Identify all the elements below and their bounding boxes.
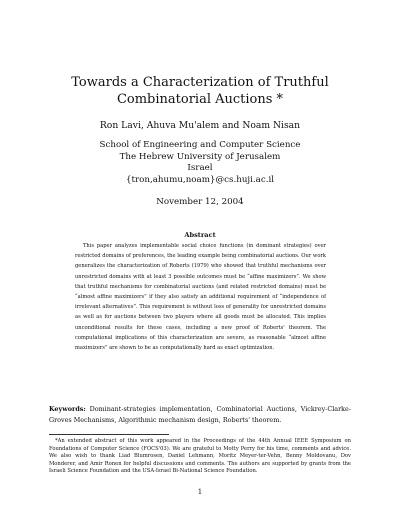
author-list: Ron Lavi, Ahuva Mu'alem and Noam Nisan <box>99 120 301 131</box>
abstract-body: This paper analyzes implementable social choice functions (in dominant strategies) over restricted domains of preferences, the leading example being combinatorial auctions. Our work generalizes the characterization of Roberts (1979) who showed that truthful mechanisms over unrestricted domains with at least 3 possible outcomes must be “affine maximizers”. We show that truthful mechanisms for combinatorial auctions (and related restricted domains) must be “almost affine maximizers” if they also satisfy an additional requirement of “independence of irrelevant alternatives”. This requirement is without loss of generality for unrestricted domains as well as for auctions between two players where all goods must be allocated. This implies unconditional results for these cases, including a new proof of Roberts' theorem. The computational implications of this characterization are severe, as reasonable “almost affine maximizers” are shown to be as computationally hard as exact optimization. <box>75 243 326 352</box>
title-footnote: *An extended abstract of this work appeared in the Proceedings of the 44th Annual IEEE Symposium on Foundations of Computer Science (FOCS'03). We are grateful to Motty Perry for his time, comments and advice. We also wish to thank Liad Blumrosen, Daniel Lehmann, Moritz Meyer-ter-Vehn, Benny Moldovanu, Dov Monderer, and Amir Ronen for helpful discussions and comments. The authors are supported by grants from the Israeli Science Foundation and the USA-Israel Bi-National Science Foundation. <box>49 438 351 475</box>
keywords-label: Keywords: <box>49 405 86 413</box>
keywords-paragraph <box>49 404 351 426</box>
affiliation-university: The Hebrew University of Jerusalem <box>119 151 281 162</box>
author-emails: {tron,ahumu,noam}@cs.huji.ac.il <box>125 174 275 185</box>
keywords-list: Dominant-strategies implementation, Combinatorial Auctions, Vickrey-Clarke-Groves Mechanisms, Algorithmic mechanism design, Roberts' theorem. <box>49 405 351 424</box>
affiliation-country: Israel <box>187 163 213 173</box>
paper-title: Towards a Characterization of Truthful Combinatorial Auctions * <box>71 75 329 107</box>
affiliation-school: School of Engineering and Computer Science <box>99 140 301 150</box>
affiliation-block <box>0 140 400 186</box>
paper-date: November 12, 2004 <box>156 197 244 207</box>
page-number: 1 <box>197 488 203 496</box>
abstract-heading: Abstract <box>184 231 216 239</box>
footnote-divider <box>49 434 169 435</box>
